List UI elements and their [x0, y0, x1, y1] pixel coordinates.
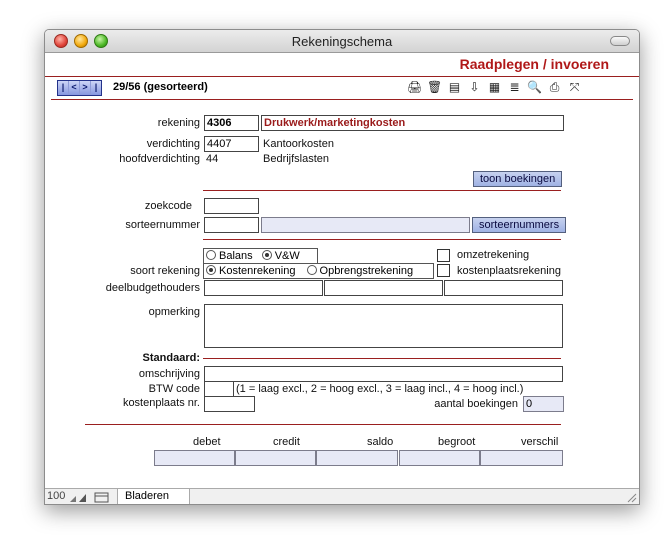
verschil-field[interactable]: [480, 450, 563, 466]
record-counter: 29/56 (gesorteerd): [113, 81, 208, 93]
credit-header: credit: [273, 436, 300, 448]
kostenrekening-radio[interactable]: [206, 265, 295, 277]
debet-field[interactable]: [154, 450, 235, 466]
opmerking-textarea[interactable]: [204, 304, 563, 348]
saldo-field[interactable]: [316, 450, 398, 466]
grid-icon[interactable]: ▦: [488, 80, 501, 94]
opbrengstrekening-radio-label: Opbrengstrekening: [319, 265, 414, 277]
section-divider-1: [203, 190, 561, 191]
vw-radio[interactable]: [262, 250, 300, 262]
download-icon[interactable]: ⇩: [469, 80, 480, 94]
first-record-button[interactable]: |: [58, 81, 69, 95]
deelbudgethouder-field-1[interactable]: [204, 280, 323, 296]
begroot-header: begroot: [438, 436, 476, 448]
page-heading: Raadplegen / invoeren: [459, 56, 609, 72]
zoom-level[interactable]: 100: [47, 490, 66, 502]
balans-radio-label: Balans: [219, 250, 253, 262]
mode-indicator[interactable]: Bladeren: [117, 489, 190, 504]
verdichting-field[interactable]: 4407: [204, 136, 259, 152]
toolbar-toggle-button[interactable]: [610, 36, 630, 46]
verdichting-label: verdichting: [146, 138, 200, 150]
radio-indicator: [206, 265, 216, 275]
balans-radio[interactable]: [206, 250, 253, 262]
toolbar: [407, 80, 582, 96]
hoofdverdichting-name: Bedrijfslasten: [263, 153, 330, 165]
list-icon[interactable]: ≣: [509, 80, 520, 94]
standaard-heading: Standaard:: [142, 352, 200, 364]
radio-indicator: [206, 250, 216, 260]
record-navigation: [57, 80, 102, 96]
zoekcode-field[interactable]: [204, 198, 259, 214]
title-bar: [45, 30, 639, 53]
kostenrekening-radio-label: Kostenrekening: [219, 265, 296, 277]
app-window: [44, 29, 640, 505]
opmerking-label: opmerking: [148, 306, 200, 318]
section-divider-2: [203, 239, 561, 240]
previous-record-button[interactable]: <: [69, 81, 80, 95]
kostenplaatsrekening-label: kostenplaatsrekening: [457, 265, 561, 277]
btw-code-label: BTW code: [148, 383, 200, 395]
saldo-header: saldo: [367, 436, 394, 448]
credit-field[interactable]: [235, 450, 316, 466]
deelbudgethouder-field-2[interactable]: [324, 280, 443, 296]
btw-code-hint: (1 = laag excl., 2 = hoog excl., 3 = laag incl., 4 = hoog incl.): [236, 383, 524, 395]
card-icon[interactable]: ▤: [448, 80, 461, 94]
sorteernummers-button[interactable]: sorteernummers: [472, 217, 566, 233]
zoekcode-label: zoekcode: [144, 200, 192, 212]
aantal-boekingen-field[interactable]: 0: [523, 396, 564, 412]
omschrijving-label: omschrijving: [138, 368, 200, 380]
radio-indicator: [262, 250, 272, 260]
rekening-label: rekening: [157, 117, 200, 129]
expand-icon[interactable]: ⤧: [569, 80, 580, 94]
soort-rekening-radio-group: [203, 263, 434, 279]
printer-icon[interactable]: ⎙: [549, 80, 560, 94]
omzetrekening-label: omzetrekening: [457, 249, 530, 261]
sorteernummer-description-field[interactable]: [261, 217, 470, 233]
opbrengstrekening-radio[interactable]: [307, 265, 414, 277]
rekening-name-field[interactable]: Drukwerk/marketingkosten: [261, 115, 564, 131]
rekening-number-field[interactable]: 4306: [204, 115, 259, 131]
resize-grip-icon[interactable]: [627, 493, 637, 503]
status-bar: [45, 488, 639, 505]
balans-vw-radio-group: [203, 248, 318, 264]
hoofdverdichting-value: 44: [206, 153, 219, 165]
deelbudgethouders-label: deelbudgethouders: [105, 282, 200, 294]
standaard-divider: [203, 358, 561, 359]
verschil-header: verschil: [521, 436, 559, 448]
print-icon[interactable]: 🖨: [407, 80, 423, 94]
hoofdverdichting-label: hoofdverdichting: [119, 153, 200, 165]
omschrijving-field[interactable]: [204, 366, 563, 382]
begroot-field[interactable]: [399, 450, 480, 466]
window-title: Rekeningschema: [291, 34, 393, 49]
trash-icon[interactable]: 🗑: [427, 80, 443, 94]
debet-header: debet: [193, 436, 221, 448]
radio-indicator: [307, 265, 317, 275]
search-icon[interactable]: 🔍: [527, 80, 542, 94]
zoom-controls-icon[interactable]: [69, 492, 113, 503]
kostenplaatsrekening-checkbox[interactable]: [437, 264, 450, 277]
sorteernummer-field[interactable]: [204, 217, 259, 233]
vw-radio-label: V&W: [274, 250, 300, 262]
aantal-boekingen-label: aantal boekingen: [434, 398, 518, 410]
kostenplaats-field[interactable]: [204, 396, 255, 412]
kostenplaats-label: kostenplaats nr.: [122, 397, 200, 409]
toon-boekingen-button[interactable]: toon boekingen: [473, 171, 562, 187]
btw-code-field[interactable]: [204, 381, 234, 397]
omzetrekening-checkbox[interactable]: [437, 249, 450, 262]
toolbar-divider: [51, 99, 633, 100]
soort-rekening-label: soort rekening: [130, 265, 200, 277]
deelbudgethouder-field-3[interactable]: [444, 280, 563, 296]
last-record-button[interactable]: |: [91, 81, 101, 95]
header-divider: [45, 76, 639, 77]
next-record-button[interactable]: >: [80, 81, 91, 95]
sorteernummer-label: sorteernummer: [125, 219, 200, 231]
totals-divider: [85, 424, 561, 425]
verdichting-name: Kantoorkosten: [263, 138, 334, 150]
